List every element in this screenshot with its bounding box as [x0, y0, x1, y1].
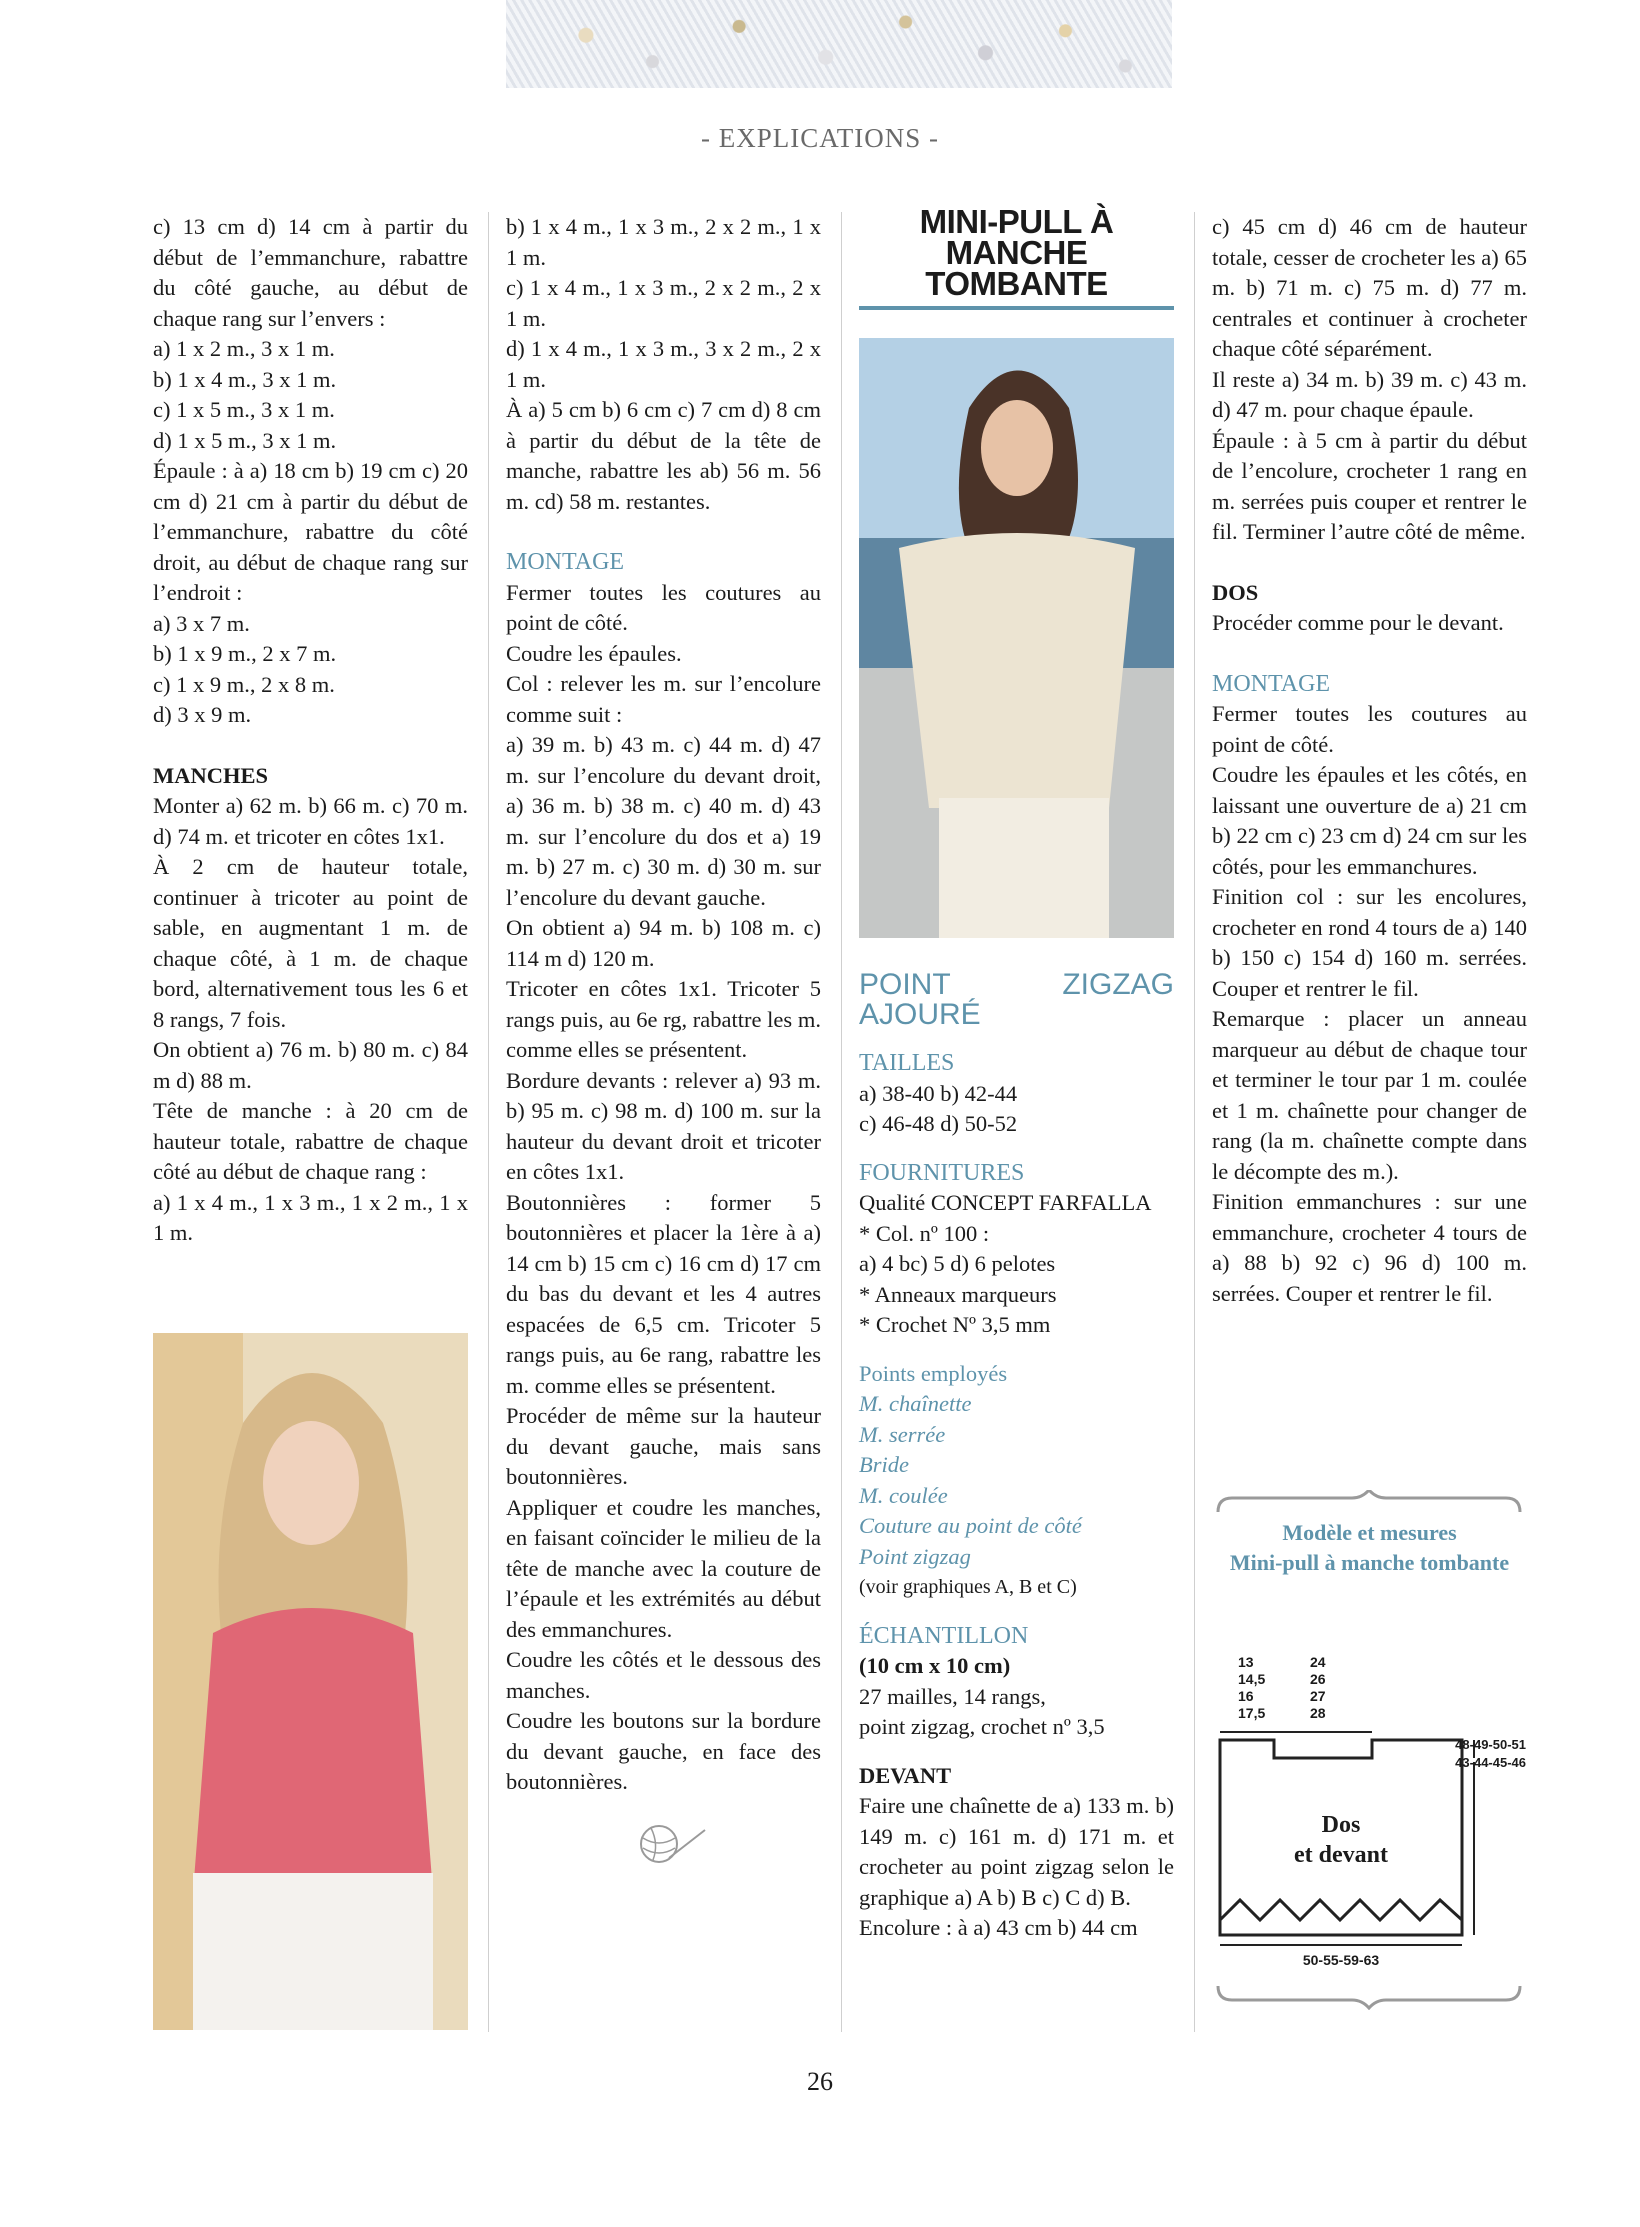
instruction-text: c) 1 x 4 m., 1 x 3 m., 2 x 2 m., 2 x 1 m.	[506, 275, 821, 331]
diagram-caption: Modèle et mesures	[1282, 1520, 1457, 1545]
gauge-line: point zigzag, crochet nº 3,5	[859, 1714, 1105, 1739]
instruction-text: Appliquer et coudre les manches, en faisant coïncider le milieu de la tête de manche avec la couture de l’épaule et les extrémités au début des emmanchures.	[506, 1494, 821, 1642]
supply-line: Qualité CONCEPT FARFALLA	[859, 1190, 1152, 1215]
title-underline	[859, 306, 1174, 310]
stitch-title: POINT ZIGZAG AJOURÉ	[859, 968, 1174, 1031]
length-measure: 43-44-45-46	[1455, 1755, 1526, 1770]
graph-note: (voir graphiques A, B et C)	[859, 1576, 1077, 1598]
supply-line: * Anneaux marqueurs	[859, 1281, 1057, 1307]
instruction-text: b) 1 x 9 m., 2 x 7 m.	[153, 641, 337, 666]
sizes-line: a) 38-40 b) 42-44	[859, 1080, 1018, 1106]
mini-pull-model-photo	[859, 338, 1174, 938]
length-measure: 48-49-50-51	[1455, 1737, 1526, 1752]
section-heading-devant: DEVANT	[859, 1762, 952, 1788]
diagram-caption: Mini-pull à manche tombante	[1229, 1550, 1510, 1575]
column-4	[1212, 212, 1527, 1309]
instruction-text: c) 45 cm d) 46 cm de hauteur totale, cesser de crocheter les a) 65 m. b) 71 m. c) 75 m. d) 77 m. centrales et continuer à crocheter chaque côté séparément.	[1212, 214, 1527, 361]
stitch-item: Couture au point de côté	[859, 1513, 1082, 1538]
instruction-text: Tête de manche : à 20 cm de hauteur totale, rabattre de chaque côté au début de chaque rang :	[153, 1098, 468, 1184]
instruction-text: Épaule : à 5 cm à partir du début de l’encolure, crocheter 1 rang en m. serrées puis couper et rentrer le fil. Terminer l’autre côté de même.	[1212, 427, 1527, 544]
instruction-text: d) 1 x 5 m., 3 x 1 m.	[153, 427, 337, 453]
column-divider	[841, 212, 842, 2032]
page-number: 26	[807, 2067, 833, 2096]
instruction-text: a) 3 x 7 m.	[153, 610, 250, 636]
instruction-text: d) 3 x 9 m.	[153, 702, 252, 727]
stitch-item: Bride	[859, 1452, 909, 1477]
column-divider	[488, 212, 489, 2032]
instruction-text: On obtient a) 94 m. b) 108 m. c) 114 m d) 120 m.	[506, 915, 821, 971]
supply-line: a) 4 bc) 5 d) 6 pelotes	[859, 1251, 1056, 1276]
instruction-text: Finition col : sur les encolures, crocheter en rond 4 tours de a) 140 b) 150 c) 154 d) 160 m. serrées. Couper et rentrer le fil.	[1212, 884, 1527, 1001]
instruction-text: Coudre les côtés et le dessous des manches.	[506, 1647, 821, 1703]
instruction-text: Coudre les épaules.	[506, 640, 682, 666]
instruction-text: Fermer toutes les coutures au point de côté.	[506, 579, 821, 635]
instruction-text: On obtient a) 76 m. b) 80 m. c) 84 m d) 88 m.	[153, 1037, 468, 1093]
supply-line: * Col. nº 100 :	[859, 1220, 990, 1246]
diagram-label: Dos	[1321, 1812, 1361, 1838]
measurements-diagram	[1212, 1490, 1527, 2010]
section-heading-dos: DOS	[1212, 579, 1259, 605]
instruction-text: Tricoter en côtes 1x1. Tricoter 5 rangs puis, au 6e rg, rabattre les m. comme elles se présentent.	[506, 976, 821, 1062]
section-heading-manches: MANCHES	[153, 762, 269, 788]
instruction-text: Procéder comme pour le devant.	[1212, 610, 1504, 635]
section-heading-tailles: TAILLES	[859, 1050, 955, 1076]
instruction-text: Coudre les épaules et les côtés, en laissant une ouverture de a) 21 cm b) 22 cm c) 23 cm d) 24 cm sur les côtés, pour les emmanchures.	[1212, 762, 1527, 879]
instruction-text: Fermer toutes les coutures au point de côté.	[1212, 701, 1527, 757]
column-2	[506, 212, 821, 1874]
neck-measure: 14,5	[1238, 1671, 1266, 1687]
section-header: - EXPLICATIONS -	[701, 123, 939, 153]
instruction-text: Monter a) 62 m. b) 66 m. c) 70 m. d) 74 m. et tricoter en côtes 1x1.	[153, 793, 468, 849]
instruction-text: Remarque : placer un anneau marqueur au début de chaque tour et terminer le tour par 1 m. coulée et 1 m. chaînette pour changer de rang (la m. chaînette compte dans le décompte des m.).	[1212, 1006, 1527, 1184]
instruction-text: Coudre les boutons sur la bordure du devant gauche, en face des boutonnières.	[506, 1708, 821, 1794]
shoulder-measure: 28	[1310, 1705, 1326, 1721]
stitch-item: Point zigzag	[859, 1543, 971, 1569]
yarn-swatch-photo	[506, 0, 1172, 88]
instruction-text: Épaule : à a) 18 cm b) 19 cm c) 20 cm d) 21 cm à partir du début de l’emmanchure, rabattre du côté droit, au début de chaque rang sur l’endroit :	[153, 458, 468, 605]
gauge-line: 27 mailles, 14 rangs,	[859, 1683, 1046, 1709]
neck-measure: 16	[1238, 1688, 1254, 1704]
instruction-text: d) 1 x 4 m., 1 x 3 m., 3 x 2 m., 2 x 1 m.	[506, 336, 821, 392]
sizes-line: c) 46-48 d) 50-52	[859, 1111, 1018, 1136]
stitch-item: M. chaînette	[859, 1391, 972, 1416]
instruction-text: Il reste a) 34 m. b) 39 m. c) 43 m. d) 47 m. pour chaque épaule.	[1212, 366, 1527, 422]
neck-measure: 17,5	[1238, 1705, 1266, 1721]
supply-line: * Crochet Nº 3,5 mm	[859, 1312, 1051, 1337]
instruction-text: À a) 5 cm b) 6 cm c) 7 cm d) 8 cm à partir du début de la tête de manche, rabattre les ab) 56 m. 56 m. cd) 58 m. restantes.	[506, 397, 821, 514]
section-heading-points: Points employés	[859, 1360, 1008, 1386]
stitch-item: M. serrée	[859, 1421, 946, 1447]
instruction-text: Encolure : à a) 43 cm b) 44 cm	[859, 1915, 1138, 1940]
section-heading-montage: MONTAGE	[506, 549, 625, 575]
instruction-text: Faire une chaînette de a) 133 m. b) 149 m. c) 161 m. d) 171 m. et crocheter au point zigzag selon le graphique a) A b) B c) C d) B.	[859, 1793, 1174, 1910]
instruction-text: c) 1 x 5 m., 3 x 1 m.	[153, 397, 335, 422]
column-divider	[1194, 212, 1195, 2032]
instruction-text: a) 1 x 2 m., 3 x 1 m.	[153, 336, 335, 361]
instruction-text: À 2 cm de hauteur totale, continuer à tricoter au point de sable, en augmentant 1 m. de chaque côté, à 1 m. de chaque bord, alternativement tous les 6 et 8 rangs, 7 fois.	[153, 854, 468, 1032]
stitch-item: M. coulée	[859, 1482, 948, 1508]
instruction-text: b) 1 x 4 m., 3 x 1 m.	[153, 366, 337, 392]
diagram-label: et devant	[1294, 1842, 1388, 1868]
shoulder-measure: 24	[1310, 1654, 1326, 1670]
instruction-text: c) 13 cm d) 14 cm à partir du début de l’emmanchure, rabattre du côté gauche, au début de chaque rang sur l’envers :	[153, 214, 468, 331]
section-heading-montage: MONTAGE	[1212, 670, 1331, 697]
section-heading-fournitures: FOURNITURES	[859, 1159, 1025, 1186]
neck-measure: 13	[1238, 1654, 1254, 1670]
instruction-text: Bordure devants : relever a) 93 m. b) 95 m. c) 98 m. d) 100 m. sur la hauteur du devant droit et tricoter en côtes 1x1.	[506, 1067, 821, 1184]
instruction-text: b) 1 x 4 m., 1 x 3 m., 2 x 2 m., 1 x 1 m.	[506, 214, 821, 270]
instruction-text: a) 1 x 4 m., 1 x 3 m., 1 x 2 m., 1 x 1 m.	[153, 1189, 468, 1245]
yarn-ball-icon	[506, 1818, 821, 1875]
instruction-text: Col : relever les m. sur l’encolure comme suit :	[506, 671, 821, 727]
pattern-title: MINI-PULL À MANCHE TOMBANTE	[919, 203, 1114, 302]
instruction-text: a) 39 m. b) 43 m. c) 44 m. d) 47 m. sur l’encolure du devant droit, a) 36 m. b) 38 m. c) 40 m. d) 43 m. sur l’encolure du dos et a) 19 m. b) 27 m. c) 30 m. d) 30 m. sur l’encolure du devant gauche.	[506, 732, 821, 910]
section-heading-echantillon: ÉCHANTILLON	[859, 1622, 1029, 1649]
instruction-text: Boutonnières : former 5 boutonnières et placer la 1ère à a) 14 cm b) 15 cm c) 16 cm d) 17 cm du bas du devant et les 4 autres espacées de 6,5 cm. Tricoter 5 rangs puis, au 6e rang, rabattre les m. comme elles se présentent.	[506, 1189, 821, 1398]
gauge-line: (10 cm x 10 cm)	[859, 1653, 1011, 1678]
column-1	[153, 212, 468, 1249]
instruction-text: Procéder de même sur la hauteur du devant gauche, mais sans boutonnières.	[506, 1403, 821, 1489]
width-measure: 50-55-59-63	[1302, 1952, 1380, 1968]
cardigan-model-photo	[153, 1333, 468, 2030]
instruction-text: c) 1 x 9 m., 2 x 8 m.	[153, 671, 335, 697]
column-3	[859, 970, 1174, 1944]
instruction-text: Finition emmanchures : sur une emmanchure, crocheter 4 tours de a) 88 b) 92 c) 96 d) 100 m. serrées. Couper et rentrer le fil.	[1212, 1189, 1527, 1306]
shoulder-measure: 27	[1310, 1688, 1326, 1704]
shoulder-measure: 26	[1310, 1671, 1326, 1687]
